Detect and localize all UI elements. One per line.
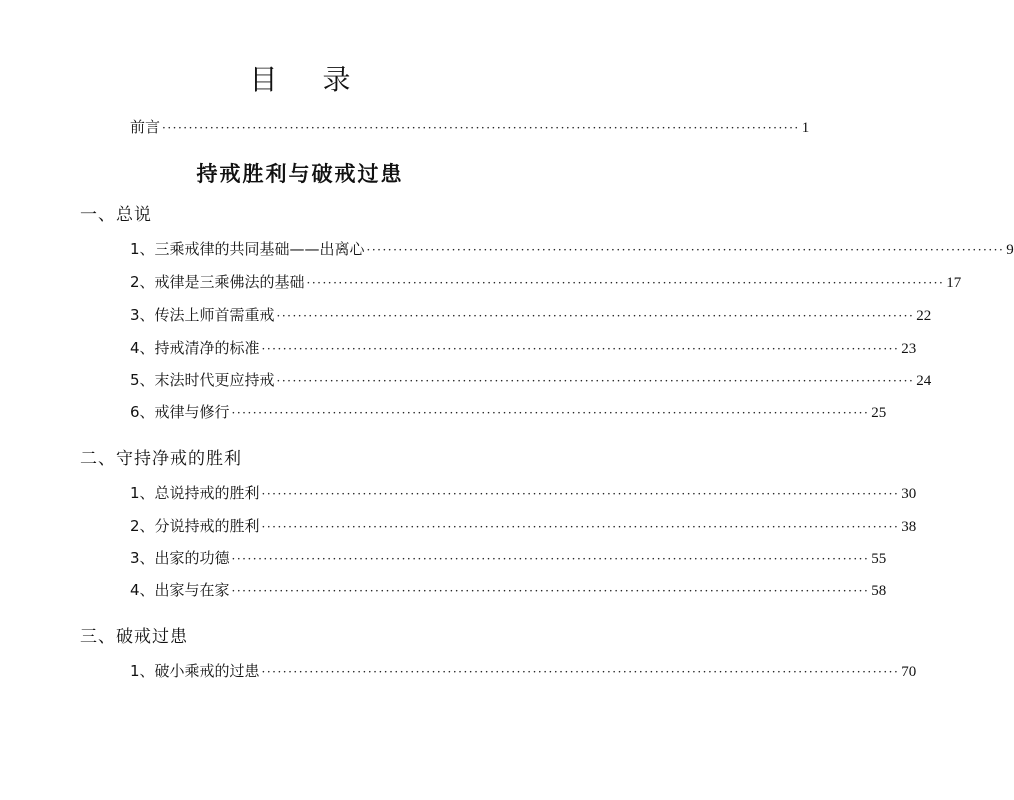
toc-entry[interactable] — [130, 238, 1014, 260]
entry-page-number: 25 — [871, 405, 887, 421]
toc-entry[interactable] — [130, 401, 887, 423]
dot-leader: ························································································································ — [366, 243, 1005, 257]
entry-label: 1、破小乘戒的过患 — [130, 662, 260, 680]
entry-label: 4、持戒清净的标准 — [130, 339, 260, 357]
part-title: 持戒胜利与破戒过患 — [196, 162, 404, 186]
toc-entry[interactable] — [130, 579, 887, 601]
toc-title: 目 录 — [249, 63, 369, 96]
dot-leader: ························································································································ — [261, 665, 900, 679]
toc-entry[interactable] — [130, 482, 917, 504]
entry-label: 3、出家的功德 — [130, 549, 230, 567]
dot-leader: ························································································································ — [261, 342, 900, 356]
entry-page-number: 38 — [901, 519, 917, 535]
toc-entry[interactable] — [130, 515, 917, 537]
toc-entry[interactable] — [130, 271, 962, 293]
dot-leader: ························································································································ — [306, 276, 945, 290]
entry-page-number: 22 — [916, 308, 932, 324]
entry-label: 5、末法时代更应持戒 — [130, 371, 275, 389]
entry-page-number: 9 — [1006, 242, 1014, 258]
entry-page-number: 23 — [901, 341, 917, 357]
toc-entry[interactable] — [130, 304, 932, 326]
dot-leader: ························································································································ — [231, 552, 870, 566]
dot-leader: ························································································································ — [162, 121, 800, 135]
section-heading: 三、破戒过患 — [80, 627, 188, 647]
entry-label: 3、传法上师首需重戒 — [130, 306, 275, 324]
dot-leader: ························································································································ — [231, 584, 870, 598]
entry-label: 1、总说持戒的胜利 — [130, 484, 260, 502]
entry-page-number: 58 — [871, 583, 887, 599]
entry-label: 前言 — [130, 118, 161, 136]
section-heading: 二、守持净戒的胜利 — [80, 449, 242, 469]
toc-entry[interactable] — [130, 547, 887, 569]
dot-leader: ························································································································ — [261, 487, 900, 501]
toc-entry[interactable] — [130, 337, 917, 359]
section-heading: 一、总说 — [80, 205, 152, 225]
entry-page-number: 55 — [871, 551, 887, 567]
dot-leader: ························································································································ — [231, 406, 870, 420]
entry-page-number: 1 — [801, 120, 810, 136]
entry-page-number: 24 — [916, 373, 932, 389]
dot-leader: ························································································································ — [276, 374, 915, 388]
dot-leader: ························································································································ — [261, 520, 900, 534]
toc-entry-preface[interactable] — [130, 116, 810, 138]
entry-label: 2、分说持戒的胜利 — [130, 517, 260, 535]
entry-label: 6、戒律与修行 — [130, 403, 230, 421]
toc-entry[interactable] — [130, 369, 932, 391]
entry-page-number: 70 — [901, 664, 917, 680]
dot-leader: ························································································································ — [276, 309, 915, 323]
entry-label: 2、戒律是三乘佛法的基础 — [130, 273, 305, 291]
toc-entry[interactable] — [130, 660, 917, 682]
entry-label: 1、三乘戒律的共同基础——出离心 — [130, 240, 365, 258]
entry-page-number: 17 — [946, 275, 962, 291]
entry-page-number: 30 — [901, 486, 917, 502]
entry-label: 4、出家与在家 — [130, 581, 230, 599]
